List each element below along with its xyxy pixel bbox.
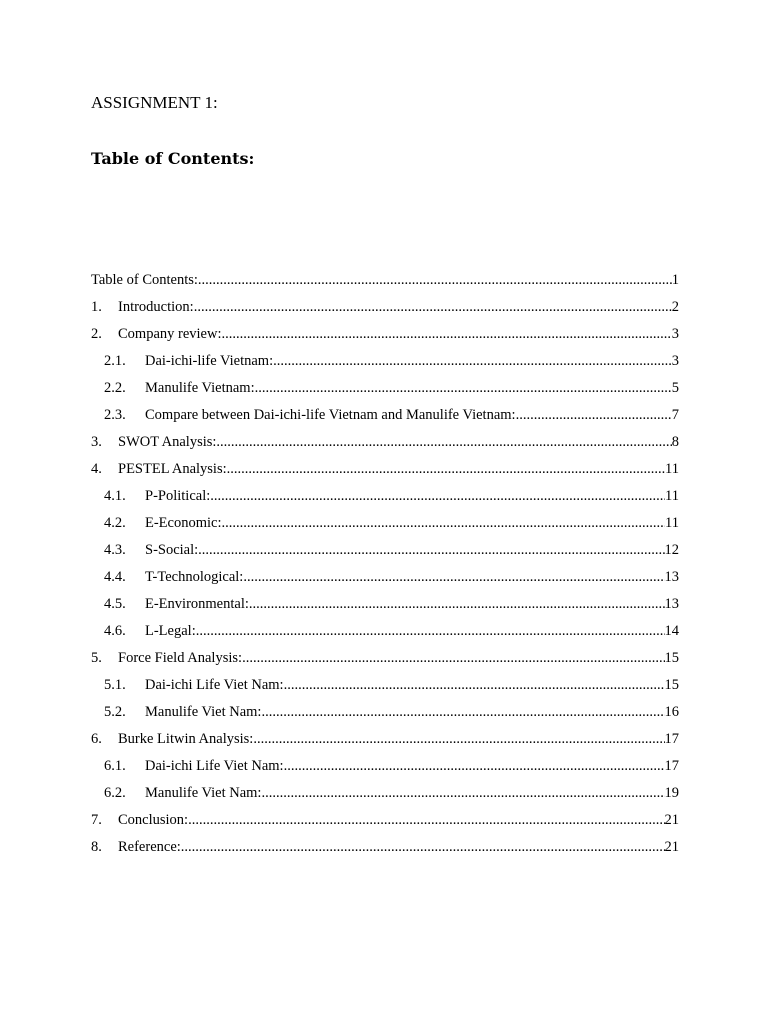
toc-entry-number: 4.3. [104, 542, 126, 558]
toc-entry-label: T-Technological: [145, 569, 244, 585]
toc-entry-page-number: 1 [671, 272, 679, 288]
toc-entry[interactable] [91, 621, 679, 648]
toc-dot-leader [249, 594, 665, 614]
table-of-contents [91, 270, 679, 864]
toc-entry-page-number: 8 [671, 434, 679, 450]
toc-entry-page-number: 21 [664, 812, 679, 828]
toc-entry-number: 4.2. [104, 515, 126, 531]
toc-entry-label: Conclusion: [118, 812, 189, 828]
toc-entry-number: 6. [91, 731, 102, 747]
toc-dot-leader [188, 810, 664, 830]
toc-dot-leader [198, 540, 664, 560]
toc-dot-leader [210, 486, 665, 506]
toc-entry-label: Manulife Vietnam: [145, 380, 255, 396]
toc-entry-page-number: 12 [664, 542, 679, 558]
toc-entry[interactable] [91, 432, 679, 459]
toc-entry-page-number: 15 [664, 677, 679, 693]
toc-entry-page-number: 14 [664, 623, 679, 639]
toc-entry[interactable] [91, 756, 679, 783]
toc-entry-page-number: 3 [671, 353, 679, 369]
toc-entry-label: P-Political: [145, 488, 211, 504]
toc-entry[interactable] [91, 540, 679, 567]
toc-dot-leader [243, 567, 664, 587]
toc-entry-label: SWOT Analysis: [118, 434, 217, 450]
toc-entry-label: L-Legal: [145, 623, 196, 639]
toc-entry-label: Force Field Analysis: [118, 650, 243, 666]
toc-entry[interactable] [91, 594, 679, 621]
toc-dot-leader [227, 459, 665, 479]
toc-entry[interactable] [91, 702, 679, 729]
toc-entry-number: 2.1. [104, 353, 126, 369]
toc-entry-number: 8. [91, 839, 102, 855]
toc-entry-number: 4.4. [104, 569, 126, 585]
toc-entry-number: 4.1. [104, 488, 126, 504]
toc-entry-page-number: 13 [664, 569, 679, 585]
toc-entry-page-number: 17 [664, 758, 679, 774]
toc-entry-number: 4.6. [104, 623, 126, 639]
toc-entry-number: 6.1. [104, 758, 126, 774]
toc-entry-number: 1. [91, 299, 102, 315]
toc-entry-label: Dai-ichi Life Viet Nam: [145, 677, 284, 693]
toc-entry[interactable] [91, 675, 679, 702]
toc-entry-page-number: 11 [665, 461, 679, 477]
toc-dot-leader [222, 324, 672, 344]
toc-entry-page-number: 17 [664, 731, 679, 747]
toc-dot-leader [196, 621, 665, 641]
toc-entry[interactable] [91, 405, 679, 432]
toc-entry-page-number: 11 [665, 515, 679, 531]
toc-entry-number: 2.2. [104, 380, 126, 396]
toc-entry-label: Dai-ichi-life Vietnam: [145, 353, 274, 369]
toc-dot-leader [216, 432, 671, 452]
toc-entry-number: 7. [91, 812, 102, 828]
toc-entry-number: 4. [91, 461, 102, 477]
toc-dot-leader [222, 513, 666, 533]
toc-entry[interactable] [91, 297, 679, 324]
toc-entry-label: Reference: [118, 839, 181, 855]
toc-entry-page-number: 11 [665, 488, 679, 504]
toc-entry[interactable] [91, 810, 679, 837]
toc-entry[interactable] [91, 648, 679, 675]
toc-dot-leader [261, 702, 664, 722]
toc-entry-label: Manulife Viet Nam: [145, 704, 262, 720]
toc-entry-page-number: 2 [671, 299, 679, 315]
toc-dot-leader [516, 405, 672, 425]
toc-entry[interactable] [91, 324, 679, 351]
toc-dot-leader [198, 270, 672, 290]
assignment-heading: ASSIGNMENT 1: [91, 93, 218, 112]
toc-entry-number: 5. [91, 650, 102, 666]
toc-entry-label: E-Environmental: [145, 596, 249, 612]
toc-entry-number: 5.2. [104, 704, 126, 720]
toc-entry-page-number: 5 [671, 380, 679, 396]
toc-entry[interactable] [91, 729, 679, 756]
toc-dot-leader [194, 297, 672, 317]
toc-entry-number: 2.3. [104, 407, 126, 423]
toc-dot-leader [284, 675, 665, 695]
toc-entry-page-number: 21 [664, 839, 679, 855]
toc-entry-page-number: 15 [664, 650, 679, 666]
toc-entry[interactable] [91, 270, 679, 297]
toc-entry-label: Dai-ichi Life Viet Nam: [145, 758, 284, 774]
toc-dot-leader [255, 378, 672, 398]
toc-entry[interactable] [91, 378, 679, 405]
toc-entry-page-number: 16 [664, 704, 679, 720]
toc-entry[interactable] [91, 351, 679, 378]
toc-entry-number: 4.5. [104, 596, 126, 612]
toc-entry-page-number: 13 [664, 596, 679, 612]
toc-entry-label: Company review: [118, 326, 222, 342]
toc-entry-label: S-Social: [145, 542, 199, 558]
toc-entry-label: Table of Contents: [91, 272, 198, 288]
toc-entry-page-number: 7 [671, 407, 679, 423]
toc-dot-leader [181, 837, 665, 857]
toc-dot-leader [242, 648, 664, 668]
toc-title: Table of Contents: [91, 149, 255, 168]
toc-entry-number: 5.1. [104, 677, 126, 693]
toc-entry[interactable] [91, 513, 679, 540]
toc-entry-label: Introduction: [118, 299, 194, 315]
toc-entry-label: E-Economic: [145, 515, 222, 531]
toc-dot-leader [284, 756, 665, 776]
toc-entry-label: PESTEL Analysis: [118, 461, 227, 477]
toc-entry[interactable] [91, 783, 679, 810]
toc-entry[interactable] [91, 567, 679, 594]
toc-entry[interactable] [91, 486, 679, 513]
toc-entry-number: 6.2. [104, 785, 126, 801]
toc-entry-label: Compare between Dai-ichi-life Vietnam and Manulife Vietnam: [145, 407, 516, 423]
toc-dot-leader [261, 783, 664, 803]
toc-entry-number: 2. [91, 326, 102, 342]
toc-entry-page-number: 3 [671, 326, 679, 342]
toc-entry-number: 3. [91, 434, 102, 450]
toc-entry[interactable] [91, 459, 679, 486]
toc-dot-leader [273, 351, 672, 371]
toc-entry[interactable] [91, 837, 679, 864]
toc-entry-label: Manulife Viet Nam: [145, 785, 262, 801]
toc-entry-page-number: 19 [664, 785, 679, 801]
toc-entry-label: Burke Litwin Analysis: [118, 731, 254, 747]
toc-dot-leader [253, 729, 664, 749]
